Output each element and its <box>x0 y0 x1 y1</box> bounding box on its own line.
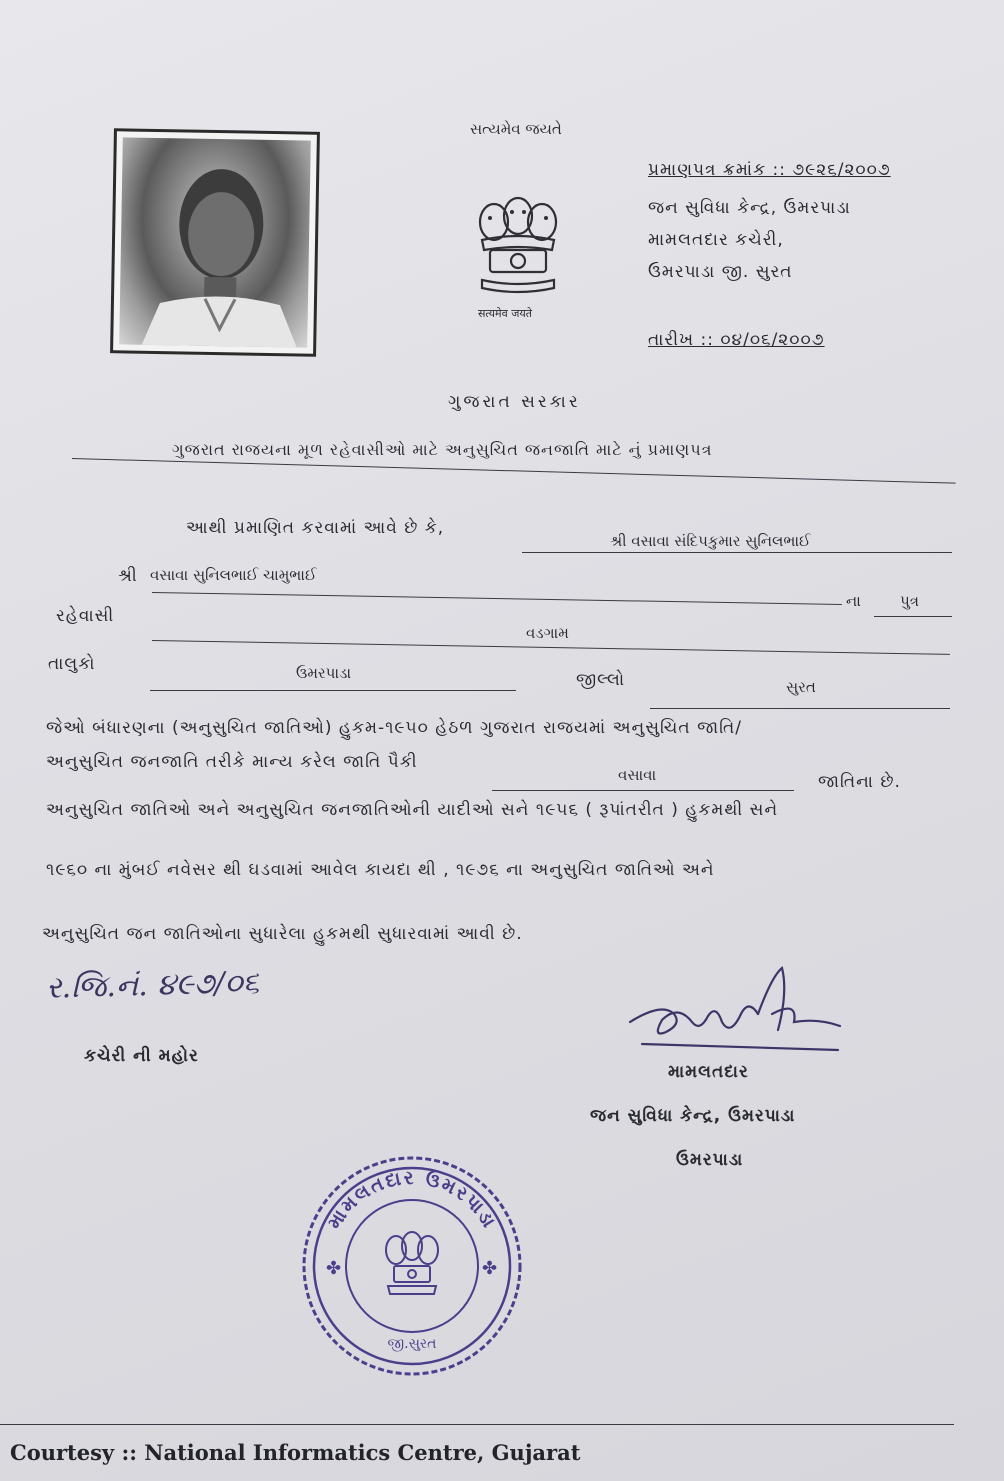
signatory-place: ઉમરપાડા <box>676 1150 744 1170</box>
emblem-caption: सत्यमेव जयते <box>478 307 533 320</box>
issuer-line-2: મામલતદાર કચેરી, <box>648 230 784 250</box>
seal-star-right-icon: ✤ <box>482 1258 498 1279</box>
paragraph-line-2: અનુસુચિત જનજાતિ તરીકે માન્ય કરેલ જાતિ પૈકી <box>46 752 418 772</box>
paragraph-line-3: અનુસુચિત જાતિઓ અને અનુસુચિત જનજાતિઓની યાદીઓ સને ૧૯૫૬ ( રૂપાંતરીત ) હુકમથી સને <box>46 800 779 820</box>
resident-underline <box>152 640 950 655</box>
name-underline <box>522 552 952 553</box>
relation-underline <box>874 616 952 617</box>
signature-image <box>622 962 846 1062</box>
caste-underline <box>492 790 794 791</box>
taluka-value: ઉમરપાડા <box>296 664 352 682</box>
paragraph-line-4: ૧૯૬૦ ના મુંબઈ નવેસર થી ઘડવામાં આવેલ કાયદા થી , ૧૯૭૬ ના અનુસુચિત જાતિઓ અને <box>46 860 715 880</box>
shri-label: શ્રી <box>118 566 138 586</box>
certificate-subtitle: ગુજરાત રાજયના મૂળ રહેવાસીઓ માટે અનુસુચિત જનજાતિ માટે નું પ્રમાણપત્ર <box>172 440 713 459</box>
handwritten-reference: ર.જિ.નં. ૪૯૭/૦૬ <box>45 965 260 1006</box>
signatory-title: મામલતદાર <box>668 1062 749 1082</box>
taluka-label: તાલુકો <box>48 654 96 674</box>
issuer-line-1: જન સુવિધા કેન્દ્ર, ઉમરપાડા <box>648 198 851 218</box>
office-seal-stamp <box>296 1150 528 1382</box>
seal-star-left-icon: ✤ <box>326 1258 342 1279</box>
intro-text: આથી પ્રમાણિત કરવામાં આવે છે કે, <box>186 518 445 538</box>
person-silhouette-icon <box>119 137 311 347</box>
certificate-holder-name: શ્રી વસાવા સંદિપકુમાર સુનિલભાઈ <box>610 532 811 550</box>
paragraph-line-5: અનુસુચિત જન જાતિઓના સુધારેલા હુકમથી સુધારવામાં આવી છે. <box>42 924 523 944</box>
seal-ring-text: મામલતદાર ઉમરપાડા <box>323 1166 501 1233</box>
district-underline <box>650 708 950 709</box>
seal-bottom-text: જી.સુરત <box>387 1336 437 1352</box>
resident-value: વડગામ <box>526 624 569 642</box>
seal-emblem-icon <box>386 1232 438 1294</box>
national-emblem-icon <box>468 188 568 306</box>
resident-label: રહેવાસી <box>56 606 115 626</box>
caste-value: વસાવા <box>618 766 657 784</box>
paragraph-line-1: જેઓ બંધારણના (અનુસુચિત જાતિઓ) હુકમ-૧૯૫૦ હેઠળ ગુજરાત રાજયમાં અનુસુચિત જાતિ/ <box>46 718 742 738</box>
motto-top: સત્યમેવ જયતે <box>470 120 562 138</box>
certificate-date: તારીખ :: ૦૪/૦૬/૨૦૦૭ <box>648 330 825 350</box>
government-title: ગુજરાત સરકાર <box>448 392 581 412</box>
certificate-number: પ્રમાણપત્ર ક્રમાંક :: ૭૯૨૬/૨૦૦૭ <box>648 160 891 180</box>
applicant-photo <box>110 128 320 357</box>
issuer-line-3: ઉમરપાડા જી. સુરત <box>648 262 793 282</box>
courtesy-rule <box>0 1424 954 1425</box>
courtesy-text: Courtesy :: National Informatics Centre, Gujarat <box>10 1440 581 1465</box>
father-name: વસાવા સુનિલભાઈ ચામુભાઈ <box>150 566 317 584</box>
father-underline <box>152 592 842 605</box>
signatory-office: જન સુવિધા કેન્દ્ર, ઉમરપાડા <box>590 1106 796 1126</box>
district-label: જીલ્લો <box>576 670 626 690</box>
paragraph-line-2-suffix: જાતિના છે. <box>818 772 901 792</box>
office-seal-label: કચેરી ની મહોર <box>84 1046 199 1066</box>
district-value: સુરત <box>786 678 816 696</box>
na-label: ના <box>846 592 861 610</box>
relation-value: પુત્ર <box>900 592 919 610</box>
title-underline <box>72 458 956 484</box>
taluka-underline <box>150 690 516 691</box>
